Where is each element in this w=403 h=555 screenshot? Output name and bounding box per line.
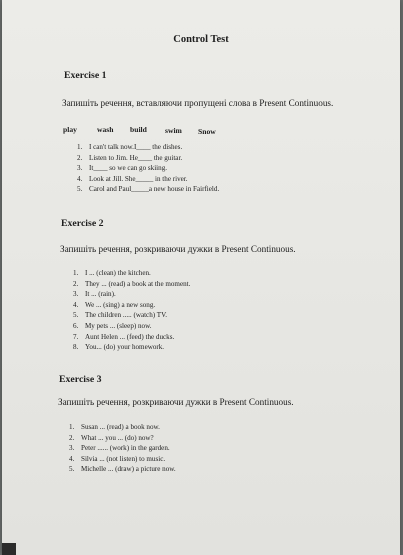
exercise-2-instruction: Запишіть речення, розкриваючи дужки в Present Continuous. bbox=[60, 244, 296, 254]
word-bank-play: play bbox=[63, 125, 77, 134]
list-item: 2. They ... (read) a book at the moment. bbox=[73, 279, 191, 288]
dark-corner-shadow bbox=[2, 543, 16, 555]
exercise-2-heading: Exercise 2 bbox=[61, 218, 104, 229]
page-title: Control Test bbox=[173, 34, 229, 45]
word-bank-snow: Snow bbox=[198, 127, 216, 136]
list-item: 4. Look at Jill. She_____ in the river. bbox=[77, 174, 188, 183]
list-item: 5. Carol and Paul_____a new house in Fairfield. bbox=[77, 185, 220, 194]
exercise-3-list bbox=[69, 422, 176, 475]
exercise-2-list bbox=[73, 268, 190, 353]
list-item: 1. I ... (clean) the kitchen. bbox=[73, 269, 151, 277]
list-item: 5. Michelle ... (draw) a picture now. bbox=[69, 465, 176, 474]
list-item: 6. My pets ... (sleep) now. bbox=[73, 321, 152, 330]
exercise-3-instruction: Запишіть речення, розкриваючи дужки в Present Continuous. bbox=[58, 397, 294, 407]
exercise-1-heading: Exercise 1 bbox=[64, 70, 107, 81]
list-item: 2. What ... you ... (do) now? bbox=[69, 433, 154, 442]
list-item: 5. The children ..... (watch) TV. bbox=[73, 311, 168, 320]
word-bank-build: build bbox=[130, 125, 147, 134]
exercise-1-list bbox=[77, 142, 219, 195]
word-bank-wash: wash bbox=[97, 125, 114, 134]
list-item: 8. You... (do) your homework. bbox=[73, 343, 165, 352]
exercise-3-heading: Exercise 3 bbox=[59, 374, 102, 385]
list-item: 7. Aunt Helen ... (feed) the ducks. bbox=[73, 332, 175, 341]
word-bank-swim: swim bbox=[165, 126, 182, 135]
list-item: 3. It____ so we can go skiing. bbox=[77, 164, 168, 173]
exercise-1-instruction: Запишіть речення, вставляючи пропущені слова в Present Continuous. bbox=[62, 98, 334, 108]
list-item: 2. Listen to Jim. He____ the guitar. bbox=[77, 153, 183, 162]
list-item: 4. Silvia ... (not listen) to music. bbox=[69, 454, 166, 463]
worksheet-page bbox=[2, 0, 400, 555]
list-item: 1. I can't talk now.I____ the dishes. bbox=[77, 143, 183, 151]
list-item: 3. Peter ...... (work) in the garden. bbox=[69, 444, 170, 453]
list-item: 4. We ... (sing) a new song. bbox=[73, 300, 156, 309]
list-item: 3. It ... (rain). bbox=[73, 290, 116, 299]
list-item: 1. Susan ... (read) a book now. bbox=[69, 423, 160, 431]
